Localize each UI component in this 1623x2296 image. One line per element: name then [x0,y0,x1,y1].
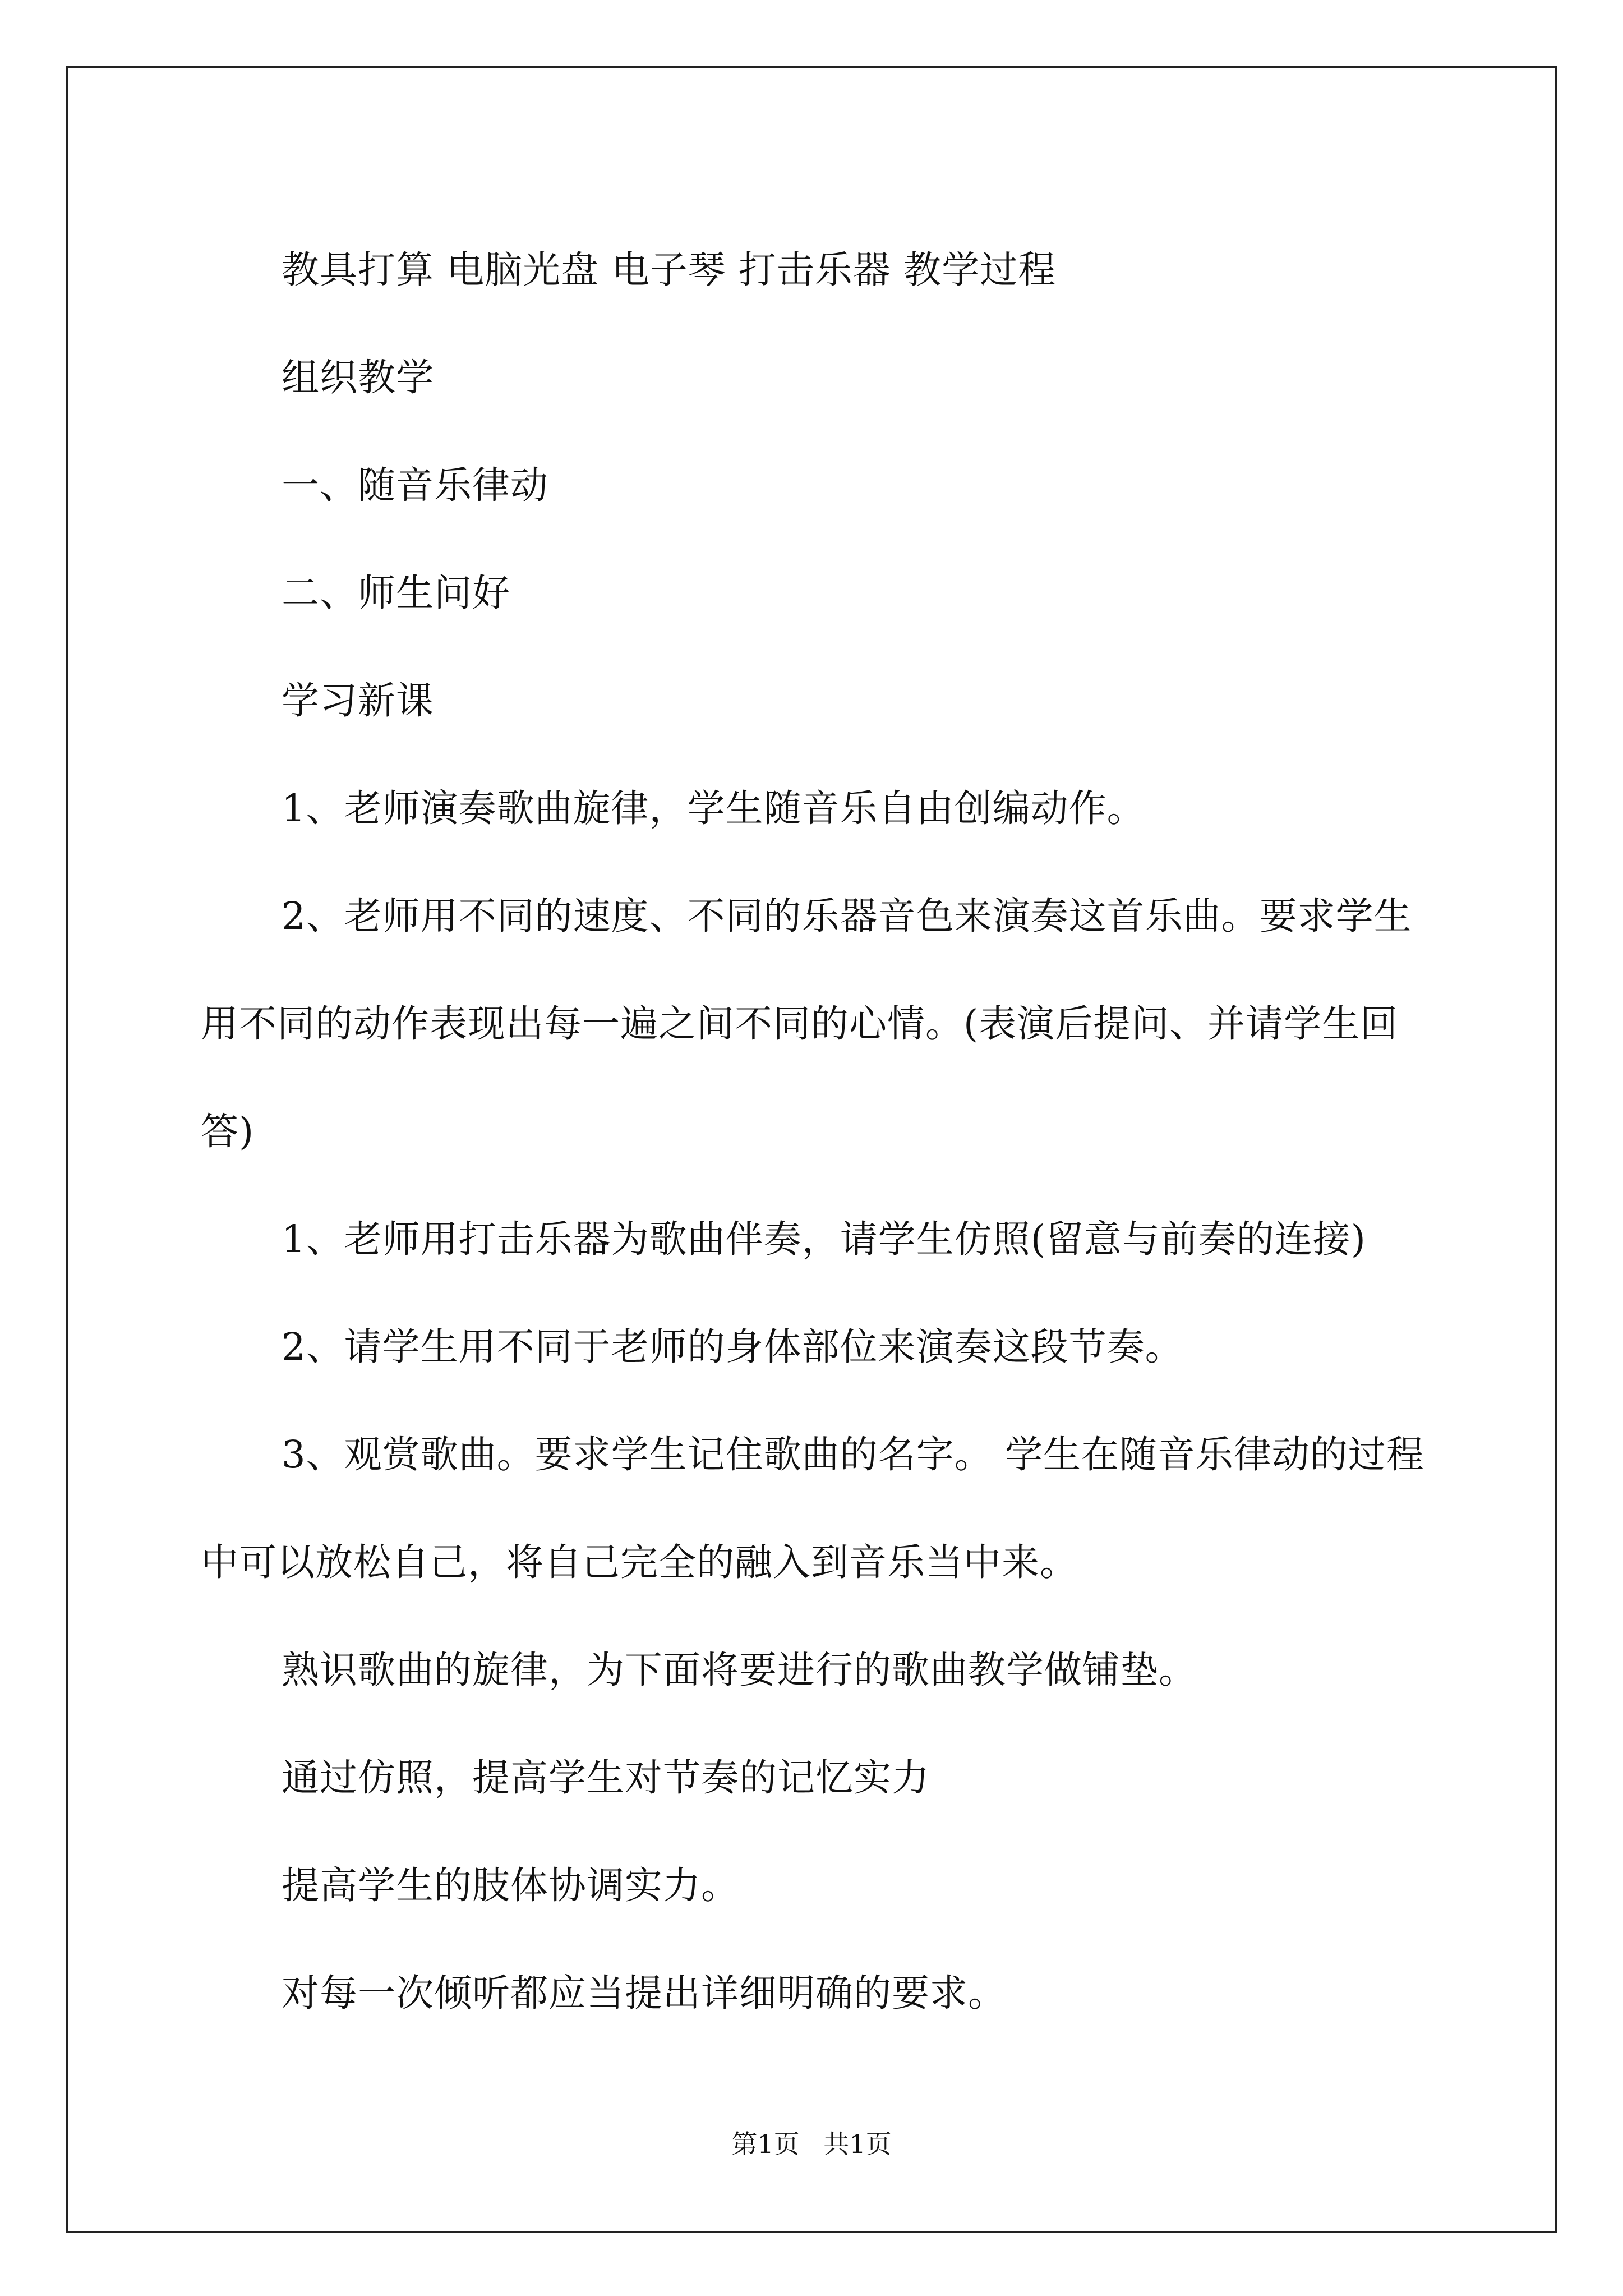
paragraph: 二、师生问好 [282,571,510,615]
paragraph: 2、请学生用不同于老师的身体部位来演奏这段节奏。 [282,1325,1183,1369]
page-number-total: 共1页 [823,2129,892,2159]
page-number-current: 第1页 [731,2129,800,2159]
paragraph: 一、随音乐律动 [282,463,548,507]
paragraph: 提高学生的肢体协调实力。 [282,1864,739,1907]
document-body [201,216,1426,2047]
paragraph: 熟识歌曲的旋律，为下面将要进行的歌曲教学做铺垫。 [282,1648,1197,1692]
paragraph: 通过仿照，提高学生对节奏的记忆实力 [282,1756,930,1800]
page-footer [0,2127,1623,2161]
paragraph: 3、观赏歌曲。要求学生记住歌曲的名字。 学生在随音乐律动的过程中可以放松自己，将自己完全的融入到音乐当中来。 [201,1433,1424,1584]
paragraph: 1、老师演奏歌曲旋律，学生随音乐自由创编动作。 [282,786,1145,830]
paragraph: 1、老师用打击乐器为歌曲伴奏，请学生仿照(留意与前奏的连接) [282,1217,1366,1261]
paragraph: 学习新课 [282,679,434,723]
paragraph: 教具打算 电脑光盘 电子琴 打击乐器 教学过程 [282,248,1057,292]
paragraph: 2、老师用不同的速度、不同的乐器音色来演奏这首乐曲。要求学生用不同的动作表现出每一遍之间不同的心情。(表演后提问、并请学生回答) [201,894,1412,1153]
paragraph: 组织教学 [282,356,434,399]
paragraph: 对每一次倾听都应当提出详细明确的要求。 [282,1971,1006,2015]
